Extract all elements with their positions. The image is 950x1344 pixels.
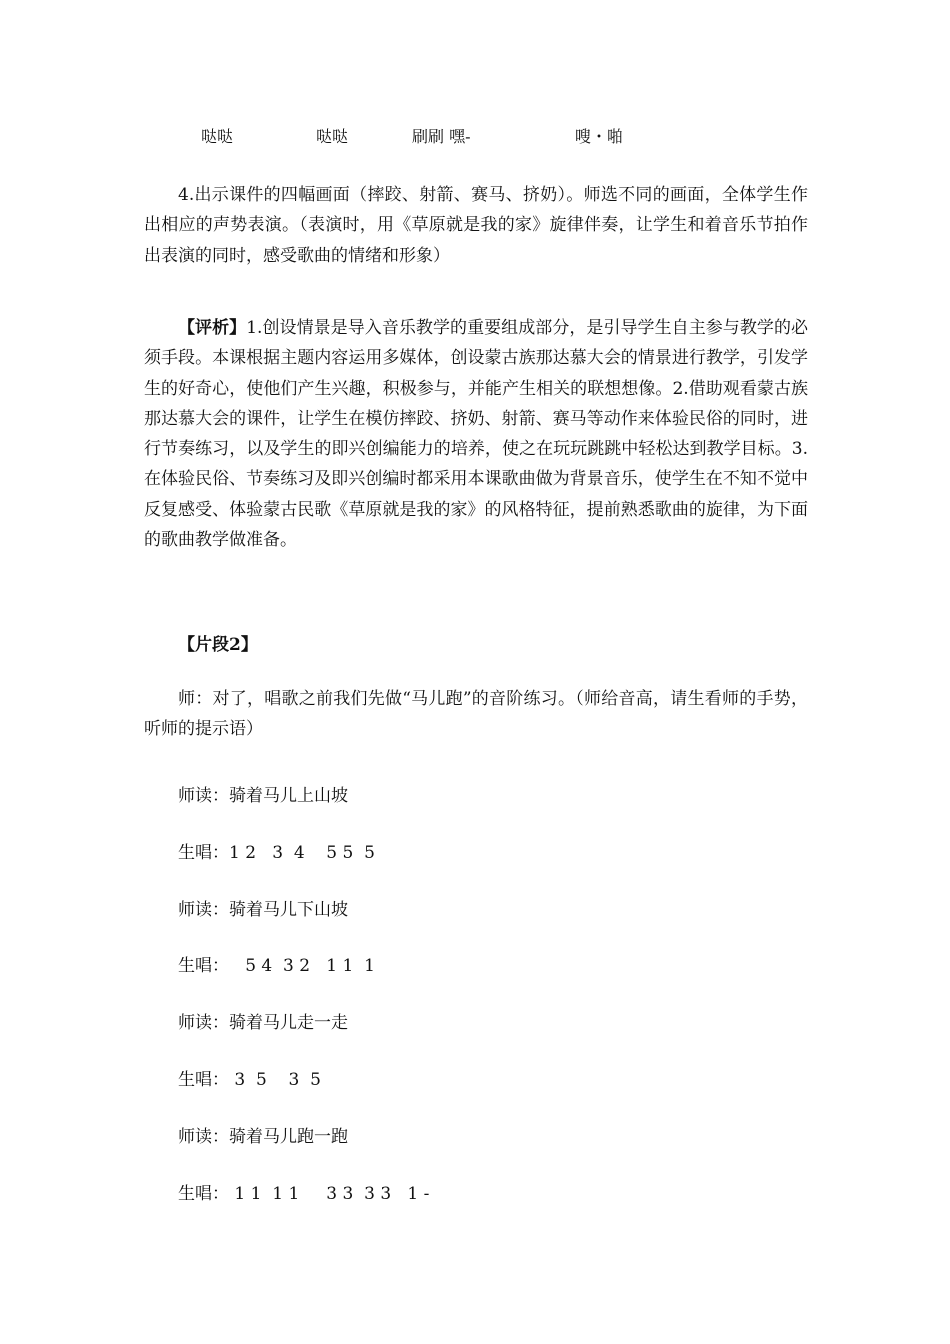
exercise-line: 生唱： 3 5 3 5	[178, 1070, 321, 1090]
teacher-intro-paragraph: 师：对了，唱歌之前我们先做“马儿跑”的音阶练习。（师给音高，请生看师的手势，听师的提示语）	[144, 689, 808, 740]
exercise-line: 生唱： 1 1 1 1 3 3 3 3 1 -	[178, 1184, 430, 1204]
exercise-line: 师读：骑着马儿下山坡	[178, 900, 348, 920]
segment-title: 【片段2】	[178, 635, 258, 655]
analysis-text: 1.创设情景是导入音乐教学的重要组成部分，是引导学生自主参与教学的必须手段。本课根据主题内容运用多媒体，创设蒙古族那达慕大会的情景进行教学，引发学生的好奇心，使他们产生兴趣，积极参与，并能产生相关的联想想像。2.借助观看蒙古族那达慕大会的课件，让学生在模仿摔跤、挤奶、射箭、赛马等动作来体验民俗的同时，进行节奏练习，以及学生的即兴创编能力的培养，使之在玩玩跳跳中轻松达到教学目标。3.在体验民俗、节奏练习及即兴创编时都采用本课歌曲做为背景音乐，使学生在不知不觉中反复感受、体验蒙古民歌《草原就是我的家》的风格特征，提前熟悉歌曲的旋律，为下面的歌曲教学做准备。	[144, 318, 809, 551]
exercise-line: 生唱：1 2 3 4 5 5 5	[178, 843, 375, 863]
analysis-label: 【评析】	[178, 318, 247, 338]
exercise-line: 师读：骑着马儿跑一跑	[178, 1127, 348, 1147]
sound-word: 刷刷 嘿-	[412, 127, 471, 146]
sound-word: 哒哒	[316, 127, 349, 146]
sound-word: 哒哒	[201, 127, 234, 146]
exercise-line: 生唱： 5 4 3 2 1 1 1	[178, 956, 375, 976]
rhythm-sounds-line	[0, 124, 950, 150]
analysis-paragraph	[144, 313, 808, 555]
exercise-line: 师读：骑着马儿走一走	[178, 1013, 348, 1033]
sound-word: 嗖・啪	[575, 127, 624, 146]
paragraph-step-4: 4.出示课件的四幅画面（摔跤、射箭、赛马、挤奶）。师选不同的画面，全体学生作出相应的声势表演。（表演时，用《草原就是我的家》旋律伴奏，让学生和着音乐节拍作出表演的同时，感受歌曲的情绪和形象）	[144, 185, 808, 266]
exercise-line: 师读：骑着马儿上山坡	[178, 786, 348, 806]
